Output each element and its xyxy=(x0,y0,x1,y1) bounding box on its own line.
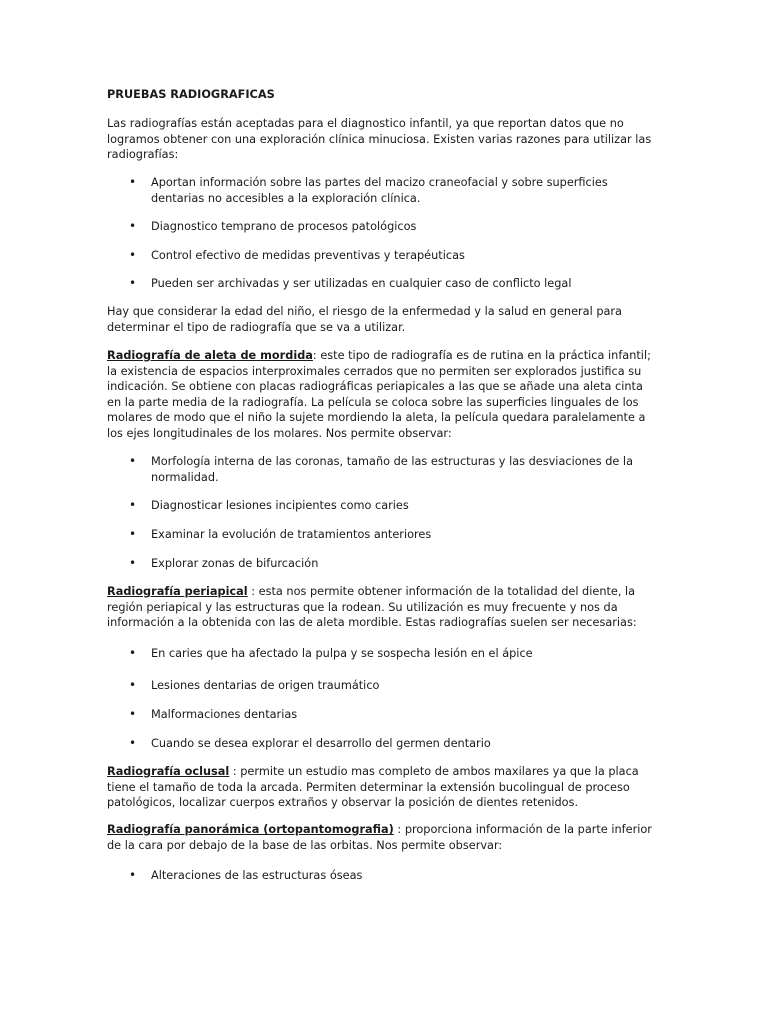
paragraph-line: región periapical y las estructuras que la rodean. Su utilización es muy frecuente y nos da xyxy=(107,600,618,614)
list-item-line: Lesiones dentarias de origen traumático xyxy=(151,679,380,692)
paragraph-line: en la parte media de la radiografía. La película se coloca sobre las superficies linguales de los xyxy=(107,395,639,409)
paragraph-line: tiene el tamaño de toda la arcada. Permiten determinar la extensión bucolingual de proceso xyxy=(107,780,630,794)
paragraph-line xyxy=(107,348,667,364)
paragraph-line: la existencia de espacios interproximales cerrados que no permiten ser explorados justifica su xyxy=(107,364,642,378)
bullet-icon: • xyxy=(129,646,137,660)
list-item xyxy=(107,868,667,884)
list-item xyxy=(107,498,667,514)
bullet-icon: • xyxy=(129,498,137,512)
list-item-line: Aportan información sobre las partes del macizo craneofacial y sobre superficies xyxy=(151,176,608,189)
list-item xyxy=(107,248,667,264)
bullet-icon: • xyxy=(129,248,137,262)
paragraph-line: patológicos, localizar cuerpos extraños y observar la posición de dientes retenidos. xyxy=(107,796,579,809)
intro-line: logramos obtener con una exploración clínica minuciosa. Existen varias razones para utilizar las xyxy=(107,132,652,146)
list-item-line: Alteraciones de las estructuras óseas xyxy=(151,869,363,882)
bullet-icon: • xyxy=(129,219,137,233)
bullet-icon: • xyxy=(129,736,137,750)
paragraph-line: información a la obtenida con las de aleta mordible. Estas radiografías suelen ser necesarias: xyxy=(107,616,637,629)
list-item-line: Diagnostico temprano de procesos patológicos xyxy=(151,220,417,233)
list-item xyxy=(107,678,667,694)
list-item xyxy=(107,646,667,662)
paragraph-line xyxy=(107,764,667,780)
list-item-line: dentarias no accesibles a la exploración clínica. xyxy=(151,191,421,205)
list-item-line: Examinar la evolución de tratamientos anteriores xyxy=(151,528,432,541)
bitewing-heading: Radiografía de aleta de mordida xyxy=(107,349,313,362)
list-item xyxy=(107,556,667,572)
periapical-paragraph xyxy=(107,584,667,631)
document-title: PRUEBAS RADIOGRAFICAS xyxy=(107,88,275,101)
list-item-line: Explorar zonas de bifurcación xyxy=(151,557,319,570)
list-item xyxy=(107,736,667,752)
bitewing-paragraph xyxy=(107,348,667,441)
paragraph-line: Hay que considerar la edad del niño, el riesgo de la enfermedad y la salud en general para xyxy=(107,305,622,318)
list-item-line: Diagnosticar lesiones incipientes como caries xyxy=(151,499,409,512)
heading-rest: : proporciona información de la parte inferior xyxy=(393,823,652,836)
bullet-icon: • xyxy=(129,556,137,570)
periapical-heading: Radiografía periapical xyxy=(107,585,248,598)
list-item-line: Malformaciones dentarias xyxy=(151,708,298,721)
paragraph-line: de la cara por debajo de la base de las orbitas. Nos permite observar: xyxy=(107,838,503,852)
list-item-line: Control efectivo de medidas preventivas y terapéuticas xyxy=(151,249,465,262)
panoramica-heading: Radiografía panorámica (ortopantomografia) xyxy=(107,823,394,836)
bullet-icon: • xyxy=(129,707,137,721)
list-item-line: Morfología interna de las coronas, tamaño de las estructuras y las desviaciones de la xyxy=(151,455,633,468)
list-item xyxy=(107,276,667,292)
list-item xyxy=(107,219,667,235)
intro-line: radiografías: xyxy=(107,148,179,161)
bullet-icon: • xyxy=(129,276,137,290)
panoramica-paragraph xyxy=(107,822,667,853)
bullet-icon: • xyxy=(129,678,137,692)
consider-paragraph xyxy=(107,304,667,335)
list-item xyxy=(107,175,667,206)
list-item xyxy=(107,454,667,485)
paragraph-line xyxy=(107,584,667,600)
intro-paragraph xyxy=(107,116,667,163)
paragraph-line xyxy=(107,822,667,838)
list-item xyxy=(107,707,667,723)
paragraph-line: indicación. Se obtiene con placas radiográficas periapicales a las que se añade una aleta cinta xyxy=(107,380,643,393)
list-item-line: Pueden ser archivadas y ser utilizadas en cualquier caso de conflicto legal xyxy=(151,277,572,290)
heading-rest: : este tipo de radiografía es de rutina en la práctica infantil; xyxy=(312,349,651,362)
list-item-line: normalidad. xyxy=(151,470,219,484)
paragraph-line: los ejes longitudinales de los molares. Nos permite observar: xyxy=(107,426,452,440)
oclusal-paragraph xyxy=(107,764,667,811)
bullet-icon: • xyxy=(129,175,137,189)
list-item xyxy=(107,527,667,543)
heading-rest: : esta nos permite obtener información de la totalidad del diente, la xyxy=(247,585,636,598)
intro-line: Las radiografías están aceptadas para el diagnostico infantil, ya que reportan datos que no xyxy=(107,117,624,130)
oclusal-heading: Radiografía oclusal xyxy=(107,765,230,778)
bullet-icon: • xyxy=(129,868,137,882)
paragraph-line: determinar el tipo de radiografía que se va a utilizar. xyxy=(107,320,406,334)
heading-rest: : permite un estudio mas completo de ambos maxilares ya que la placa xyxy=(229,765,639,778)
bullet-icon: • xyxy=(129,454,137,468)
bullet-icon: • xyxy=(129,527,137,541)
list-item-line: Cuando se desea explorar el desarrollo del germen dentario xyxy=(151,737,491,750)
paragraph-line: molares de modo que el niño la sujete mordiendo la aleta, la película quedara paralelamente a xyxy=(107,411,646,424)
list-item-line: En caries que ha afectado la pulpa y se sospecha lesión en el ápice xyxy=(151,647,533,660)
